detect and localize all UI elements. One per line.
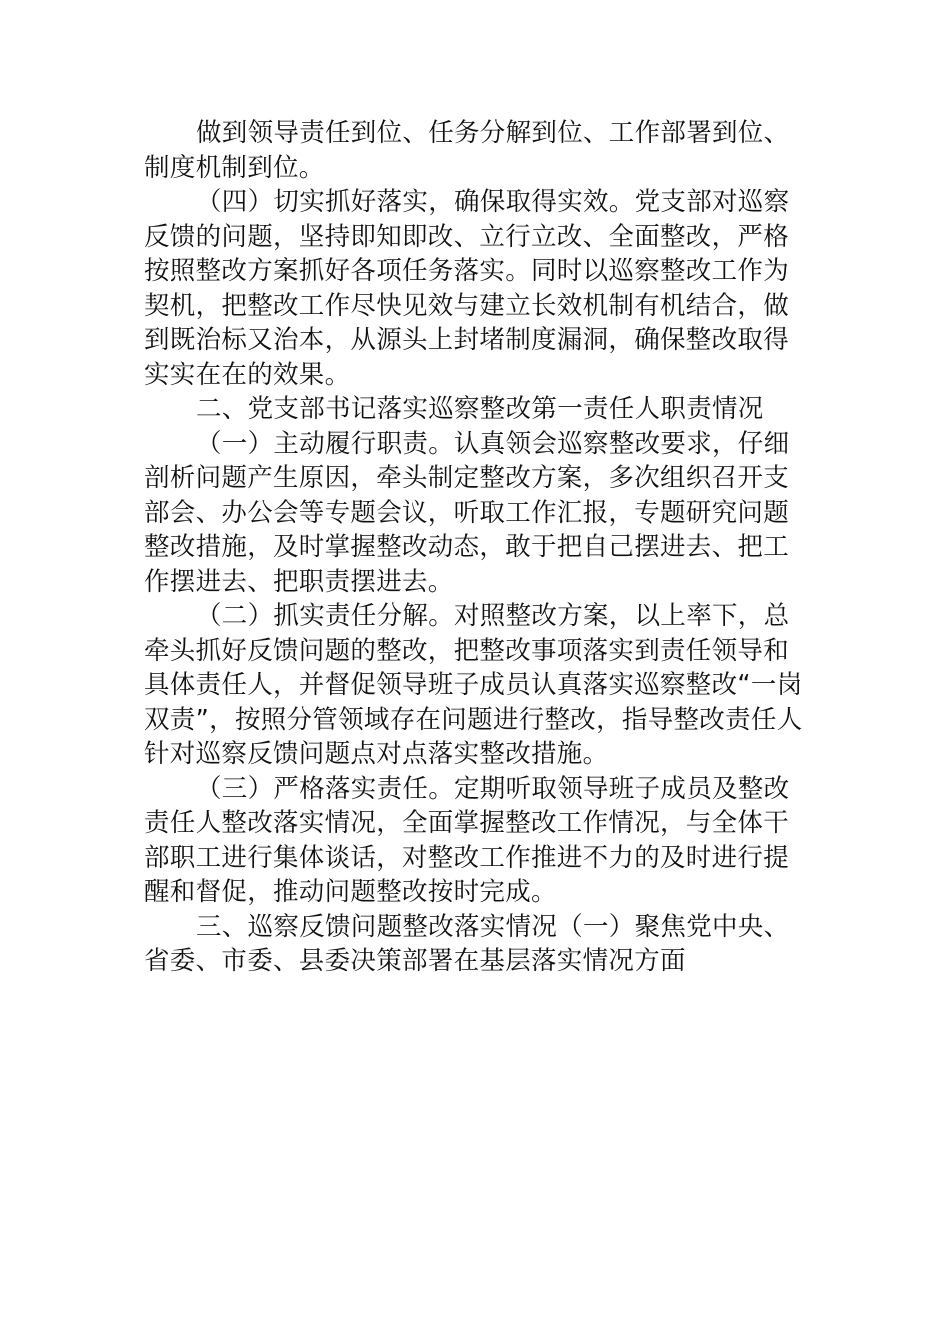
text-line: 三、巡察反馈问题整改落实情况（一）聚焦党中央、 (196, 911, 790, 942)
text-line: 实实在在的效果。 (144, 359, 351, 390)
text-line: 到既治标又治本，从源头上封堵制度漏洞，确保整改取得 (144, 325, 790, 355)
text-line: 针对巡察反馈问题点对点落实整改措施。 (144, 739, 609, 769)
text-line: 部会、办公会等专题会议，听取工作汇报，专题研究问题 (144, 497, 790, 528)
text-line: 制度机制到位。 (144, 152, 325, 183)
text-line: （二）抓实责任分解。对照整改方案，以上率下，总 (196, 601, 790, 631)
text-line: 醒和督促，推动问题整改按时完成。 (144, 877, 557, 907)
text-line: 部职工进行集体谈话，对整改工作推进不力的及时进行提 (144, 842, 790, 873)
text-line: 责任人整改落实情况，全面掌握整改工作情况，与全体干 (144, 808, 790, 838)
text-line: 双责”，按照分管领域存在问题进行整改，指导整改责任人 (144, 704, 803, 735)
text-line: 做到领导责任到位、任务分解到位、工作部署到位、 (196, 118, 790, 148)
text-line: 反馈的问题，坚持即知即改、立行立改、全面整改，严格 (144, 221, 790, 252)
text-line: 省委、市委、县委决策部署在基层落实情况方面 (144, 946, 686, 976)
text-line: 二、党支部书记落实巡察整改第一责任人职责情况 (196, 394, 764, 424)
text-line: 具体责任人，并督促领导班子成员认真落实巡察整改“一岗 (144, 670, 803, 700)
text-line: 契机，把整改工作尽快见效与建立长效机制有机结合，做 (144, 290, 790, 321)
text-line: 牵头抓好反馈问题的整改，把整改事项落实到责任领导和 (144, 635, 790, 666)
text-line: （一）主动履行职责。认真领会巡察整改要求，仔细 (196, 428, 790, 459)
text-line: （四）切实抓好落实，确保取得实效。党支部对巡察 (196, 187, 790, 217)
text-line: 按照整改方案抓好各项任务落实。同时以巡察整改工作为 (144, 256, 790, 286)
text-line: （三）严格落实责任。定期听取领导班子成员及整改 (196, 773, 790, 804)
document-body (144, 116, 808, 979)
text-line: 剖析问题产生原因，牵头制定整改方案，多次组织召开支 (144, 463, 790, 493)
text-line: 作摆进去、把职责摆进去。 (144, 566, 454, 597)
text-line: 整改措施，及时掌握整改动态，敢于把自己摆进去、把工 (144, 532, 790, 562)
